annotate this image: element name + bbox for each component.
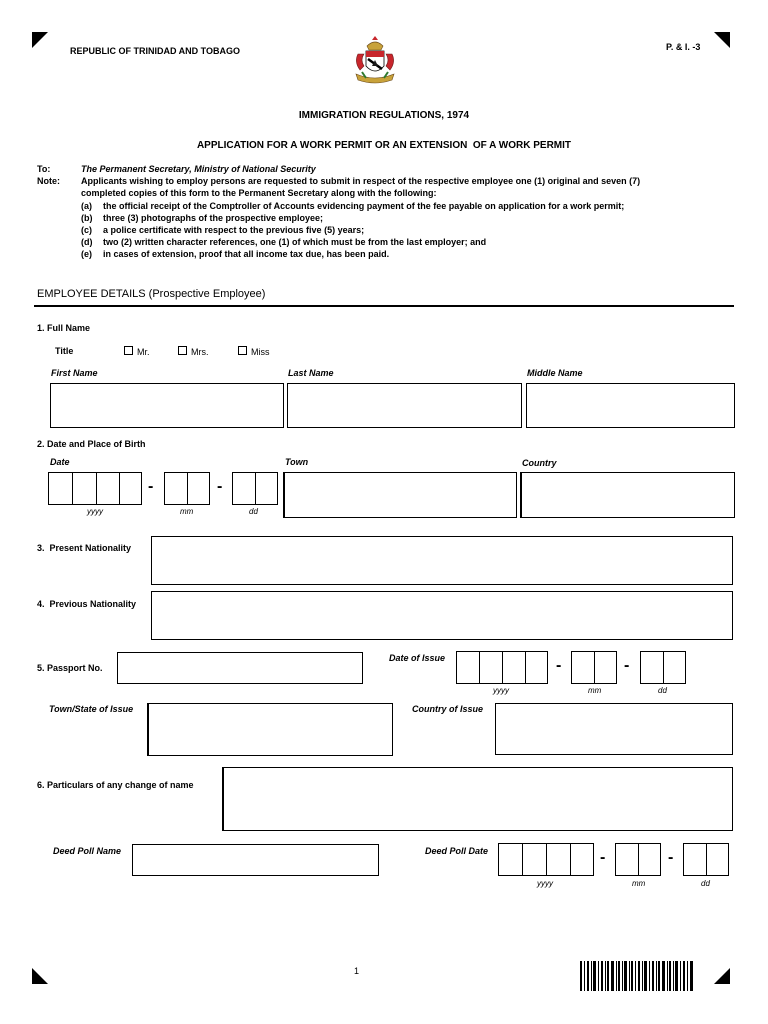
note-line-2: completed copies of this form to the Permanent Secretary along with the following: (81, 188, 437, 198)
passport-label: 5. Passport No. (37, 663, 103, 673)
note-line-1: Applicants wishing to employ persons are requested to submit in respect of the respective employee one (1) original and seven (7) (81, 176, 641, 186)
present-nationality-field[interactable] (151, 536, 733, 585)
deed-poll-name-label: Deed Poll Name (53, 846, 122, 856)
birth-year-field[interactable] (48, 472, 142, 505)
deed-poll-name-field[interactable] (132, 844, 379, 876)
birth-country-field[interactable] (520, 472, 735, 518)
note-item-marker: (a) (81, 201, 92, 211)
birth-day-field[interactable] (232, 472, 278, 505)
deed-poll-year-field[interactable] (498, 843, 594, 876)
mm-hint: mm (588, 686, 602, 695)
mm-hint: mm (632, 879, 646, 888)
country-name: REPUBLIC OF TRINIDAD AND TOBAGO (70, 46, 240, 56)
form-code: P. & I. -3 (666, 42, 701, 52)
full-name-label: 1. Full Name (37, 323, 91, 333)
section-divider (34, 305, 734, 307)
town-state-issue-label: Town/State of Issue (49, 704, 134, 714)
deed-poll-date-label: Deed Poll Date (425, 846, 489, 856)
corner-mark-bottom-right (714, 968, 730, 984)
birth-town-field[interactable] (283, 472, 517, 518)
middle-name-label: Middle Name (527, 368, 583, 378)
date-of-issue-label: Date of Issue (389, 653, 446, 663)
note-item-marker: (e) (81, 249, 92, 259)
date-separator: - (624, 657, 630, 674)
title-mr-label: Mr. (137, 347, 150, 357)
issue-month-field[interactable] (571, 651, 617, 684)
issue-day-field[interactable] (640, 651, 686, 684)
birth-month-field[interactable] (164, 472, 210, 505)
birth-date-label: Date (50, 457, 70, 467)
present-nationality-label: 3. Present Nationality (37, 543, 132, 553)
form-title: APPLICATION FOR A WORK PERMIT OR AN EXTENSION OF A WORK PERMIT (196, 140, 572, 151)
note-item-marker: (d) (81, 237, 93, 247)
dd-hint: dd (701, 879, 710, 888)
to-value: The Permanent Secretary, Ministry of National Security (81, 164, 316, 174)
note-item-text: in cases of extension, proof that all income tax due, has been paid. (103, 249, 390, 259)
title-mr-checkbox[interactable] (124, 346, 133, 355)
name-change-label: 6. Particulars of any change of name (37, 780, 194, 790)
to-label: To: (37, 164, 51, 174)
corner-mark-top-right (714, 32, 730, 48)
date-separator: - (668, 849, 674, 866)
last-name-field[interactable] (287, 383, 522, 428)
date-separator: - (600, 849, 606, 866)
birth-country-label: Country (522, 458, 557, 468)
barcode-image (580, 961, 694, 991)
previous-nationality-label: 4. Previous Nationality (37, 599, 137, 609)
page-number: 1 (354, 966, 360, 976)
date-separator: - (217, 478, 223, 495)
birth-label: 2. Date and Place of Birth (37, 439, 146, 449)
title-miss-checkbox[interactable] (238, 346, 247, 355)
date-separator: - (148, 478, 154, 495)
regulations-title: IMMIGRATION REGULATIONS, 1974 (298, 110, 470, 121)
first-name-label: First Name (51, 368, 98, 378)
coat-of-arms-emblem (350, 36, 400, 86)
title-miss-label: Miss (251, 347, 270, 357)
note-item-text: two (2) written character references, one (1) of which must be from the last employer; and (103, 237, 487, 247)
deed-poll-day-field[interactable] (683, 843, 729, 876)
middle-name-field[interactable] (526, 383, 735, 428)
town-state-issue-field[interactable] (147, 703, 393, 756)
note-item-text: the official receipt of the Comptroller of Accounts evidencing payment of the fee payable on application for a work permit; (103, 201, 625, 211)
yyyy-hint: yyyy (493, 686, 509, 695)
issue-year-field[interactable] (456, 651, 548, 684)
note-item-text: three (3) photographs of the prospective employee; (103, 213, 324, 223)
mm-hint: mm (180, 507, 194, 516)
last-name-label: Last Name (288, 368, 334, 378)
first-name-field[interactable] (50, 383, 284, 428)
dd-hint: dd (658, 686, 667, 695)
country-of-issue-field[interactable] (495, 703, 733, 755)
name-change-field[interactable] (222, 767, 733, 831)
birth-town-label: Town (285, 457, 309, 467)
corner-mark-bottom-left (32, 968, 48, 984)
country-of-issue-label: Country of Issue (412, 704, 484, 714)
deed-poll-month-field[interactable] (615, 843, 661, 876)
yyyy-hint: yyyy (87, 507, 103, 516)
title-mrs-checkbox[interactable] (178, 346, 187, 355)
title-label: Title (55, 346, 74, 356)
note-item-marker: (c) (81, 225, 92, 235)
date-separator: - (556, 657, 562, 674)
corner-mark-top-left (32, 32, 48, 48)
yyyy-hint: yyyy (537, 879, 553, 888)
note-item-text: a police certificate with respect to the previous five (5) years; (103, 225, 365, 235)
passport-number-field[interactable] (117, 652, 363, 684)
previous-nationality-field[interactable] (151, 591, 733, 640)
section-heading: EMPLOYEE DETAILS (Prospective Employee) (37, 288, 266, 300)
dd-hint: dd (249, 507, 258, 516)
note-label: Note: (37, 176, 60, 186)
note-item-marker: (b) (81, 213, 93, 223)
title-mrs-label: Mrs. (191, 347, 209, 357)
